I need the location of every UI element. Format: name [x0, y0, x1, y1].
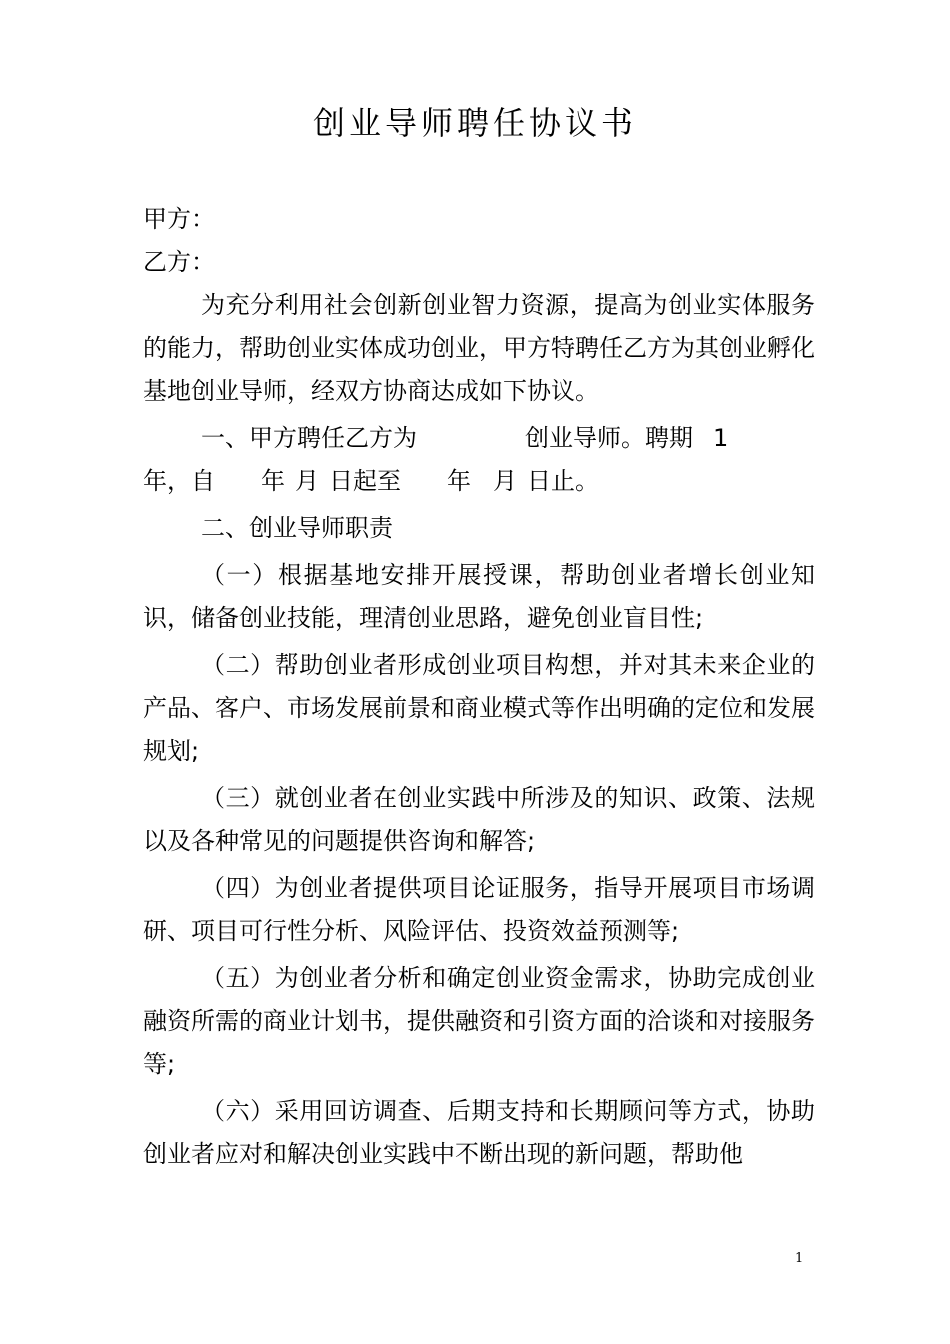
- page-number: 1: [795, 1251, 804, 1266]
- clause-1-start-year: 年: [261, 467, 285, 495]
- clause-1-part-b: 创业导师。聘期: [525, 424, 693, 452]
- duty-item: （四）为创业者提供项目论证服务，指导开展项目市场调研、项目可行性分析、风险评估、投资效益预测等;: [143, 874, 815, 945]
- clause-1-start-day: 日起至: [329, 467, 401, 495]
- duty-item: （一）根据基地安排开展授课，帮助创业者增长创业知识，储备创业技能，理清创业思路，避免创业盲目性;: [143, 561, 815, 632]
- party-b-line: 乙方：: [143, 248, 215, 276]
- party-a-line: 甲方：: [143, 205, 215, 233]
- document-title: 创业导师聘任协议书: [312, 104, 637, 142]
- clause-2-heading: 二、创业导师职责: [201, 514, 393, 542]
- clause-1-end-year: 年: [447, 467, 471, 495]
- clause-1-part-a: 一、甲方聘任乙方为: [201, 424, 417, 452]
- duty-item: （二）帮助创业者形成创业项目构想，并对其未来企业的产品、客户、市场发展前景和商业模式等作出明确的定位和发展规划;: [143, 651, 815, 765]
- clause-1-end-month: 月: [493, 467, 517, 495]
- duty-item: （五）为创业者分析和确定创业资金需求，协助完成创业融资所需的商业计划书，提供融资和引资方面的洽谈和对接服务等;: [143, 964, 815, 1078]
- document-body: [143, 198, 815, 1176]
- intro-paragraph: 为充分利用社会创新创业智力资源，提高为创业实体服务的能力，帮助创业实体成功创业，甲方特聘任乙方为其创业孵化基地创业导师，经双方协商达成如下协议。: [143, 291, 815, 405]
- clause-1-line-1: [143, 417, 815, 460]
- clause-1-line-2: [143, 460, 815, 503]
- clause-1-year-label: 年，自: [143, 467, 215, 495]
- duty-item: （三）就创业者在创业实践中所涉及的知识、政策、法规以及各种常见的问题提供咨询和解答;: [143, 784, 815, 855]
- clause-1-start-month: 月: [295, 467, 319, 495]
- clause-1-end-day: 日止。: [527, 467, 599, 495]
- duty-item: （六）采用回访调查、后期支持和长期顾问等方式，协助创业者应对和解决创业实践中不断出现的新问题，帮助他: [143, 1097, 815, 1168]
- clause-1-term: 1: [713, 424, 729, 452]
